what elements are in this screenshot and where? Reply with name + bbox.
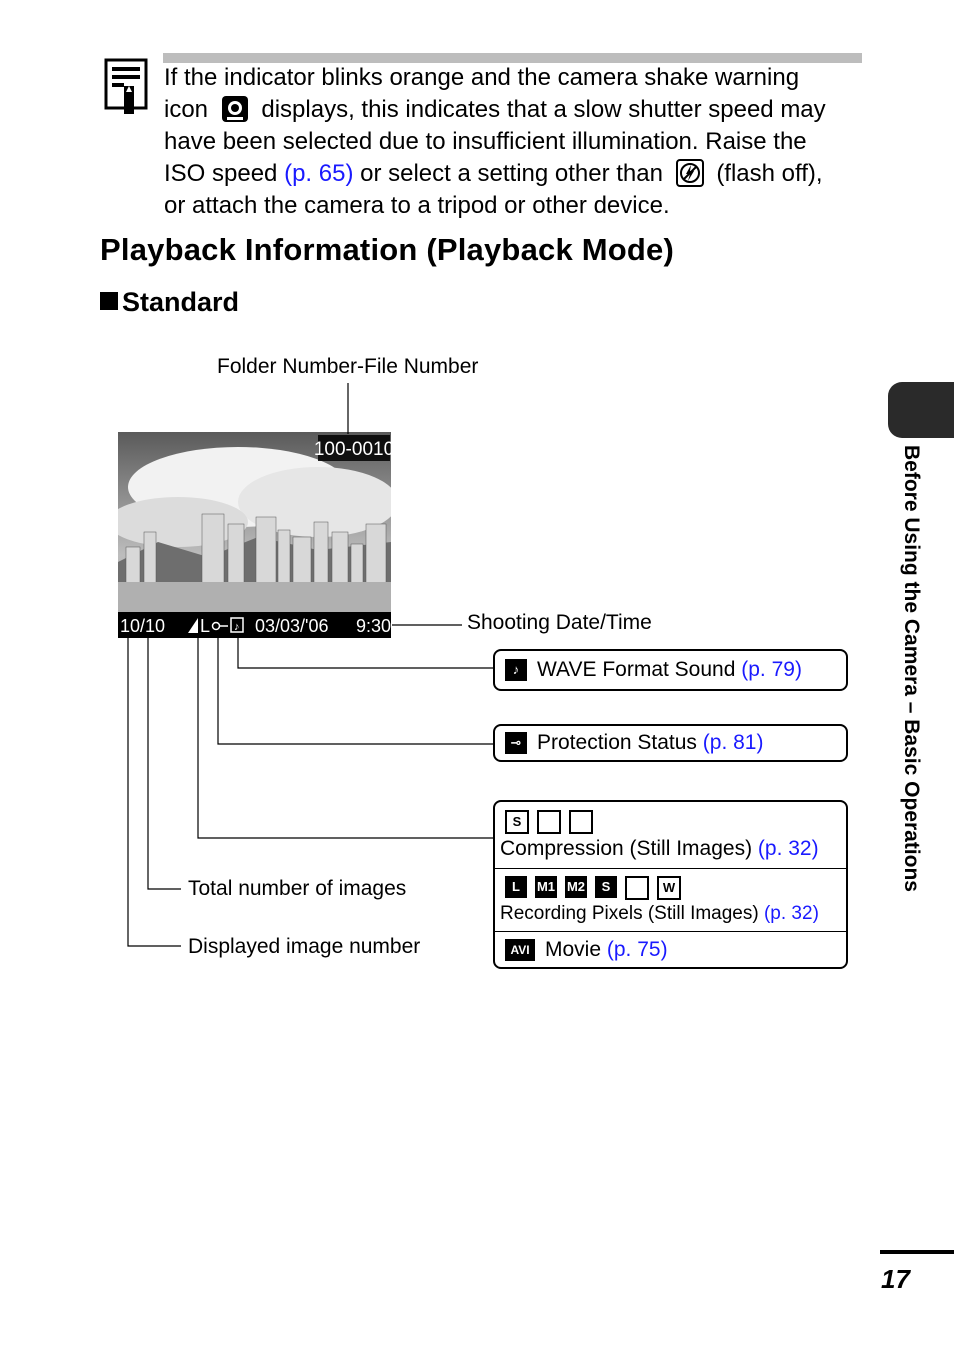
page-link[interactable]: (p. 65) xyxy=(284,160,354,187)
page-title: Playback Information (Playback Mode) xyxy=(100,232,674,267)
compression-text: Compression (Still Images) (p. 32) xyxy=(500,837,819,860)
resolution-overlay: L xyxy=(200,616,211,636)
folder-file-label: Folder Number-File Number xyxy=(217,355,479,378)
image-count-overlay: 10/10 xyxy=(120,616,166,636)
note-line: icon displays, this indicates that a slow shutter speed may xyxy=(164,96,826,123)
page-number-rule xyxy=(880,1250,954,1254)
recording-text: Recording Pixels (Still Images) (p. 32) xyxy=(500,903,819,924)
page-link[interactable]: (p. 79) xyxy=(741,658,802,681)
medium1-res-icon: M1 xyxy=(535,876,557,898)
note-line: or attach the camera to a tripod or other device. xyxy=(164,192,670,219)
small-res-icon: S xyxy=(595,876,617,898)
recording-icons xyxy=(505,876,846,900)
note-line: have been selected due to insufficient illumination. Raise the xyxy=(164,128,807,155)
chapter-tab xyxy=(888,382,954,438)
avi-icon: AVI xyxy=(505,939,535,961)
widescreen-icon: W xyxy=(657,876,681,900)
note-line: If the indicator blinks orange and the camera shake warning xyxy=(164,64,800,91)
superfine-icon: S xyxy=(505,810,529,834)
fine-icon xyxy=(537,810,561,834)
chapter-title-vertical: Before Using the Camera – Basic Operations xyxy=(900,445,923,892)
note-line: ISO speed (p. 65) or select a setting other than (flash off), xyxy=(164,160,823,187)
protection-box: ⊸ Protection Status (p. 81) xyxy=(493,724,848,762)
normal-icon xyxy=(569,810,593,834)
key-icon: ⊸ xyxy=(505,732,527,754)
wave-sound-box: ♪ WAVE Format Sound (p. 79) xyxy=(493,649,848,691)
page-link[interactable]: (p. 81) xyxy=(702,731,764,754)
medium2-res-icon: M2 xyxy=(565,876,587,898)
page-number: 17 xyxy=(881,1264,910,1294)
page-link[interactable]: (p. 32) xyxy=(763,903,819,924)
page-link[interactable]: (p. 75) xyxy=(606,938,668,961)
time-overlay: 9:30 xyxy=(356,616,391,636)
compression-icons xyxy=(505,810,846,834)
section-heading: Standard xyxy=(100,287,239,318)
shooting-datetime-label: Shooting Date/Time xyxy=(467,611,652,634)
svg-text:♪: ♪ xyxy=(234,621,240,633)
displayed-image-label: Displayed image number xyxy=(188,935,421,958)
postcard-icon xyxy=(625,876,649,900)
total-images-label: Total number of images xyxy=(188,877,407,900)
recording-section xyxy=(495,869,846,932)
compression-section xyxy=(495,802,846,869)
file-number-overlay: 100-0010 xyxy=(313,439,391,460)
large-res-icon: L xyxy=(505,876,527,898)
image-settings-box xyxy=(493,800,848,969)
date-overlay: 03/03/'06 xyxy=(255,616,329,636)
page-link[interactable]: (p. 32) xyxy=(757,837,819,860)
wave-sound-icon: ♪ xyxy=(505,659,527,681)
movie-section: AVI Movie (p. 75) xyxy=(495,932,846,968)
